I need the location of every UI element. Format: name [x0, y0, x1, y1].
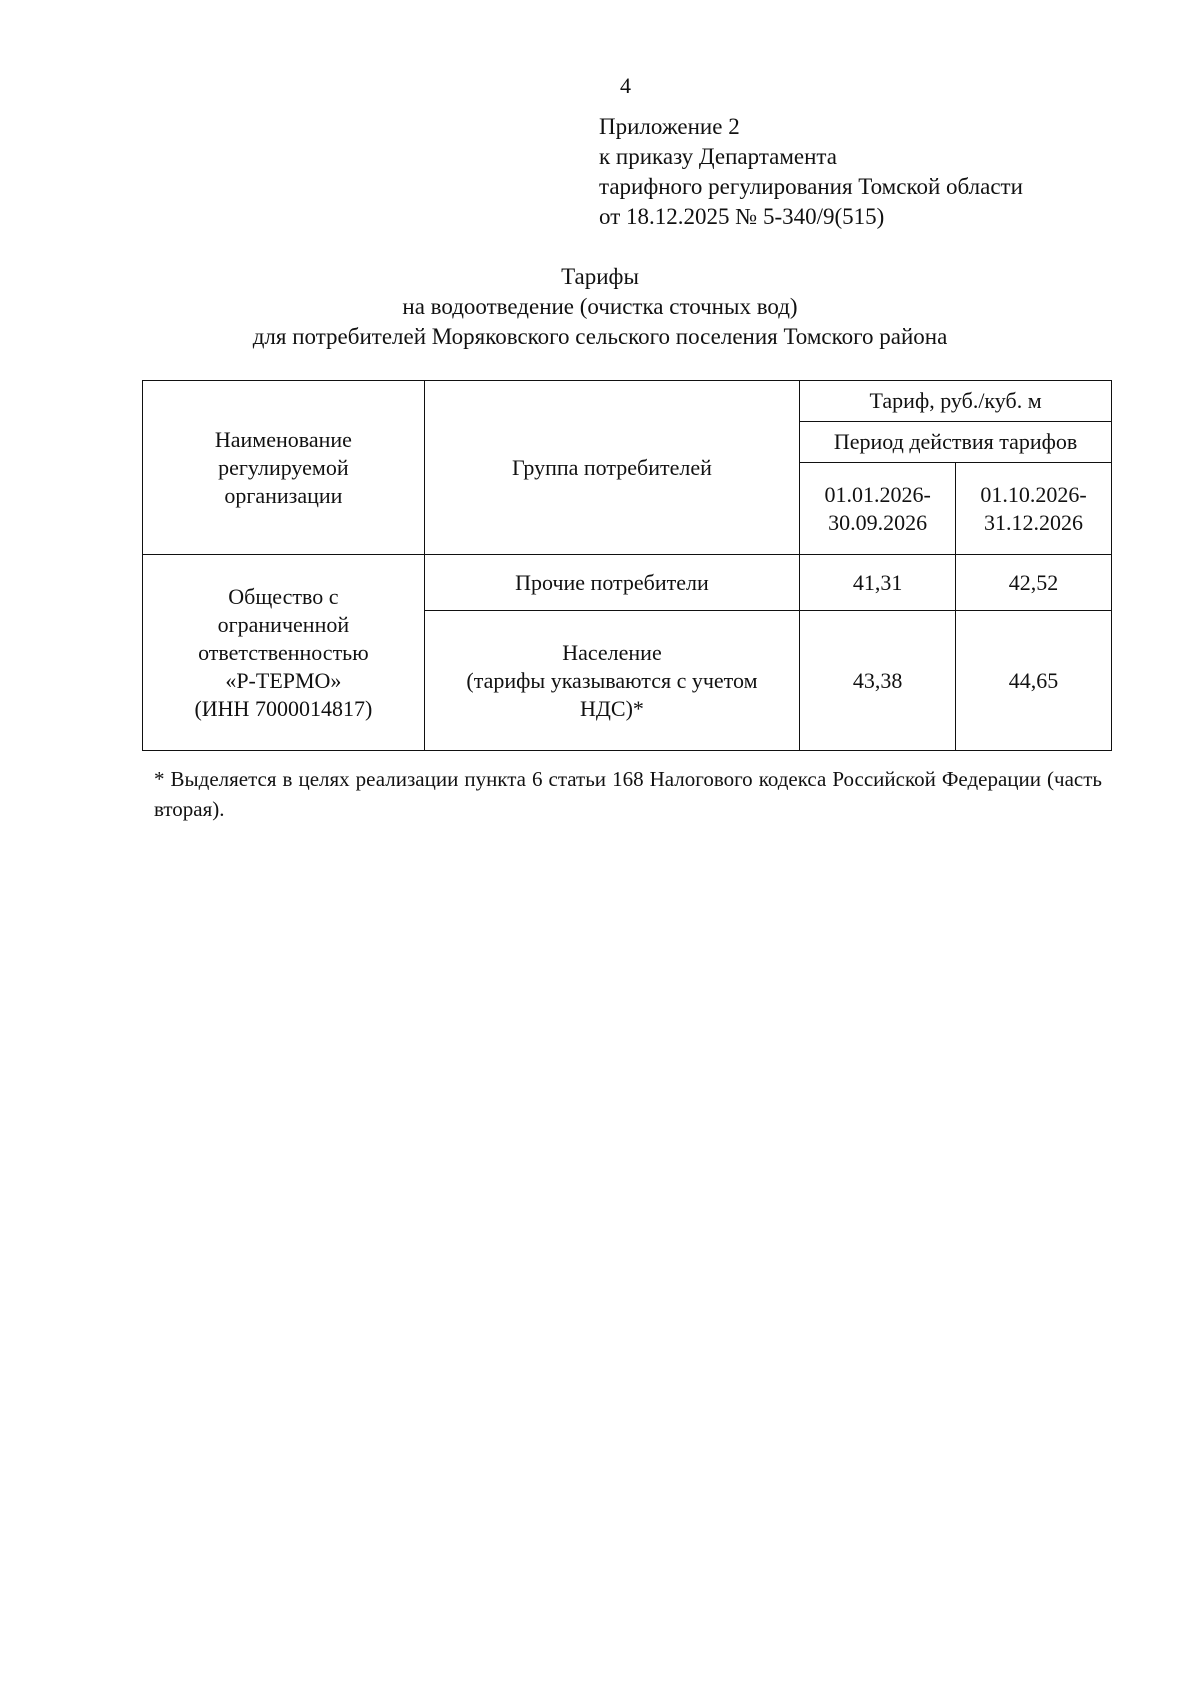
- consumer-group-cell: Прочие потребители: [424, 555, 799, 611]
- tariff-value-cell: 41,31: [800, 555, 956, 611]
- appendix-line: к приказу Департамента: [599, 144, 837, 169]
- table-header-row: [143, 381, 1112, 422]
- appendix-header: [599, 112, 1023, 232]
- period-header: Период действия тарифов: [800, 422, 1112, 463]
- title-line: Тарифы: [561, 264, 639, 289]
- document-title: [0, 262, 1200, 352]
- tariff-unit-header: Тариф, руб./куб. м: [800, 381, 1112, 422]
- group-column-header: Группа потребителей: [424, 381, 799, 555]
- org-column-header: Наименование регулируемой организации: [143, 381, 425, 555]
- title-line: на водоотведение (очистка сточных вод): [402, 294, 798, 319]
- consumer-group-cell: Население (тарифы указываются с учетом НДС)*: [424, 611, 799, 751]
- page-number: 4: [620, 73, 631, 98]
- footnote: * Выделяется в целях реализации пункта 6 статьи 168 Налогового кодекса Российской Федерации (часть вторая).: [154, 767, 1102, 821]
- appendix-line: от 18.12.2025 № 5-340/9(515): [599, 204, 885, 229]
- title-line: для потребителей Моряковского сельского поселения Томского района: [252, 324, 948, 349]
- appendix-line: тарифного регулирования Томской области: [599, 174, 1023, 199]
- tariff-value-cell: 44,65: [956, 611, 1112, 751]
- table-row: [143, 555, 1112, 611]
- tariff-table: [142, 380, 1112, 751]
- organization-cell: Общество с ограниченной ответственностью «Р-ТЕРМО» (ИНН 7000014817): [143, 555, 425, 751]
- period-1-header: 01.01.2026- 30.09.2026: [800, 463, 956, 555]
- tariff-value-cell: 43,38: [800, 611, 956, 751]
- appendix-line: Приложение 2: [599, 114, 740, 139]
- period-2-header: 01.10.2026- 31.12.2026: [956, 463, 1112, 555]
- tariff-value-cell: 42,52: [956, 555, 1112, 611]
